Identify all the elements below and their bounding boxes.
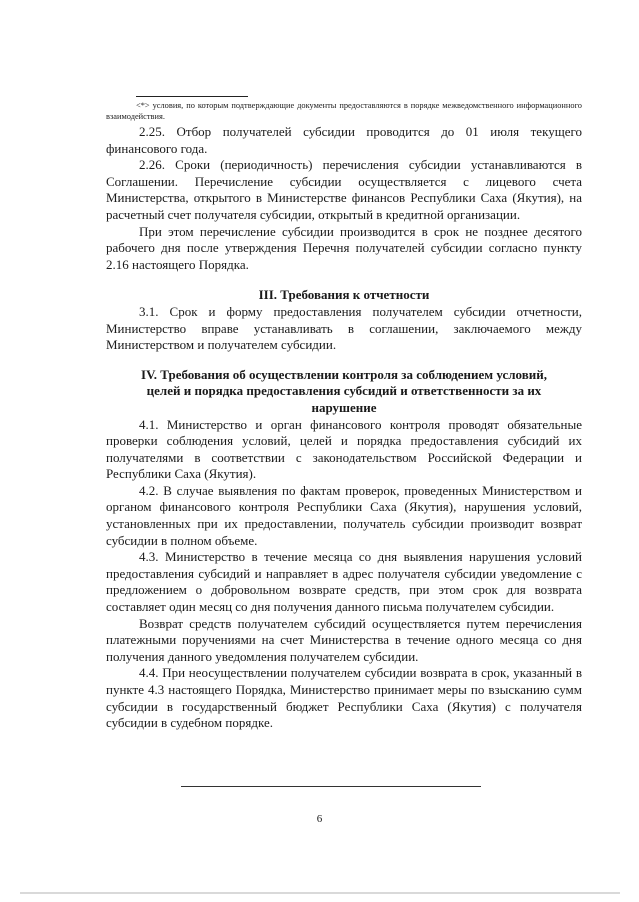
- end-separator: [181, 786, 481, 787]
- page-number: 6: [316, 813, 323, 825]
- paragraph-4-4: 4.4. При неосуществлении получателем субсидии возврата в срок, указанный в пункте 4.3 настоящего Порядка, Министерство принимает меры по взысканию сумм субсидии в государственный бюджет Республики Саха (Якутия) с получателя субсидии в судебном порядке.: [106, 665, 582, 731]
- paragraph-2-26: 2.26. Сроки (периодичность) перечисления субсидии устанавливаются в Соглашении. Перечисление субсидии осуществляется с лицевого счета Министерства, открытого в Министерстве финансов Республики Саха (Якутия), на расчетный счет получателя субсидии, открытый в кредитной организации.: [106, 157, 582, 222]
- paragraph-4-1: 4.1. Министерство и орган финансового контроля проводят обязательные проверки соблюдения условий, целей и порядка предоставления субсидий их получателями в соответствии с законодательством Российской Федерации и Республики Саха (Якутия).: [106, 416, 582, 482]
- section-3-heading: III. Требования к отчетности: [258, 287, 430, 303]
- paragraph-4-2: 4.2. В случае выявления по фактам проверок, проведенных Министерством и органом финансового контроля Республики Саха (Якутия), нарушения условий, установленных при их предоставлении, получатель субсидии производит возврат субсидии в полном объеме.: [106, 482, 582, 548]
- section-4-heading: [106, 367, 582, 417]
- section-4-heading-line-3: нарушение: [311, 399, 377, 415]
- footnote: [106, 100, 582, 122]
- paragraph-2-25: 2.25. Отбор получателей субсидии проводится до 01 июля текущего финансового года.: [106, 124, 582, 156]
- footnote-text: <*> условия, по которым подтверждающие документы предоставляются в порядке межведомственного информационного взаимодействия.: [106, 101, 582, 121]
- paragraph-4-3-return: Возврат средств получателем субсидий осуществляется путем перечисления платежными поручениями на счет Министерства в течение одного месяца со дня получения данного уведомления получателем субсидии.: [106, 615, 582, 664]
- footnote-separator: [136, 96, 248, 97]
- page-content: [106, 96, 582, 732]
- scan-edge-mark: [20, 892, 620, 894]
- paragraph-3-1: 3.1. Срок и форму предоставления получателем субсидии отчетности, Министерство вправе устанавливать в соглашении, заключаемого между Министерством и получателем субсидии.: [106, 303, 582, 353]
- section-4-heading-line-1: IV. Требования об осуществлении контроля за соблюдением условий,: [141, 366, 547, 382]
- paragraph-4-3: 4.3. Министерство в течение месяца со дня выявления нарушения условий предоставления субсидий и направляет в адрес получателя субсидии уведомление с предложением о добровольном возврате средств, при этом срок для возврата составляет один месяц со дня получения данного письма получателем субсидии.: [106, 549, 582, 615]
- paragraph-2-26-continued: При этом перечисление субсидии производится в срок не позднее десятого рабочего дня после утверждения Перечня получателей субсидии согласно пункту 2.16 настоящего Порядка.: [106, 223, 582, 272]
- section-4-heading-line-2: целей и порядка предоставления субсидий и ответственности за их: [146, 383, 542, 399]
